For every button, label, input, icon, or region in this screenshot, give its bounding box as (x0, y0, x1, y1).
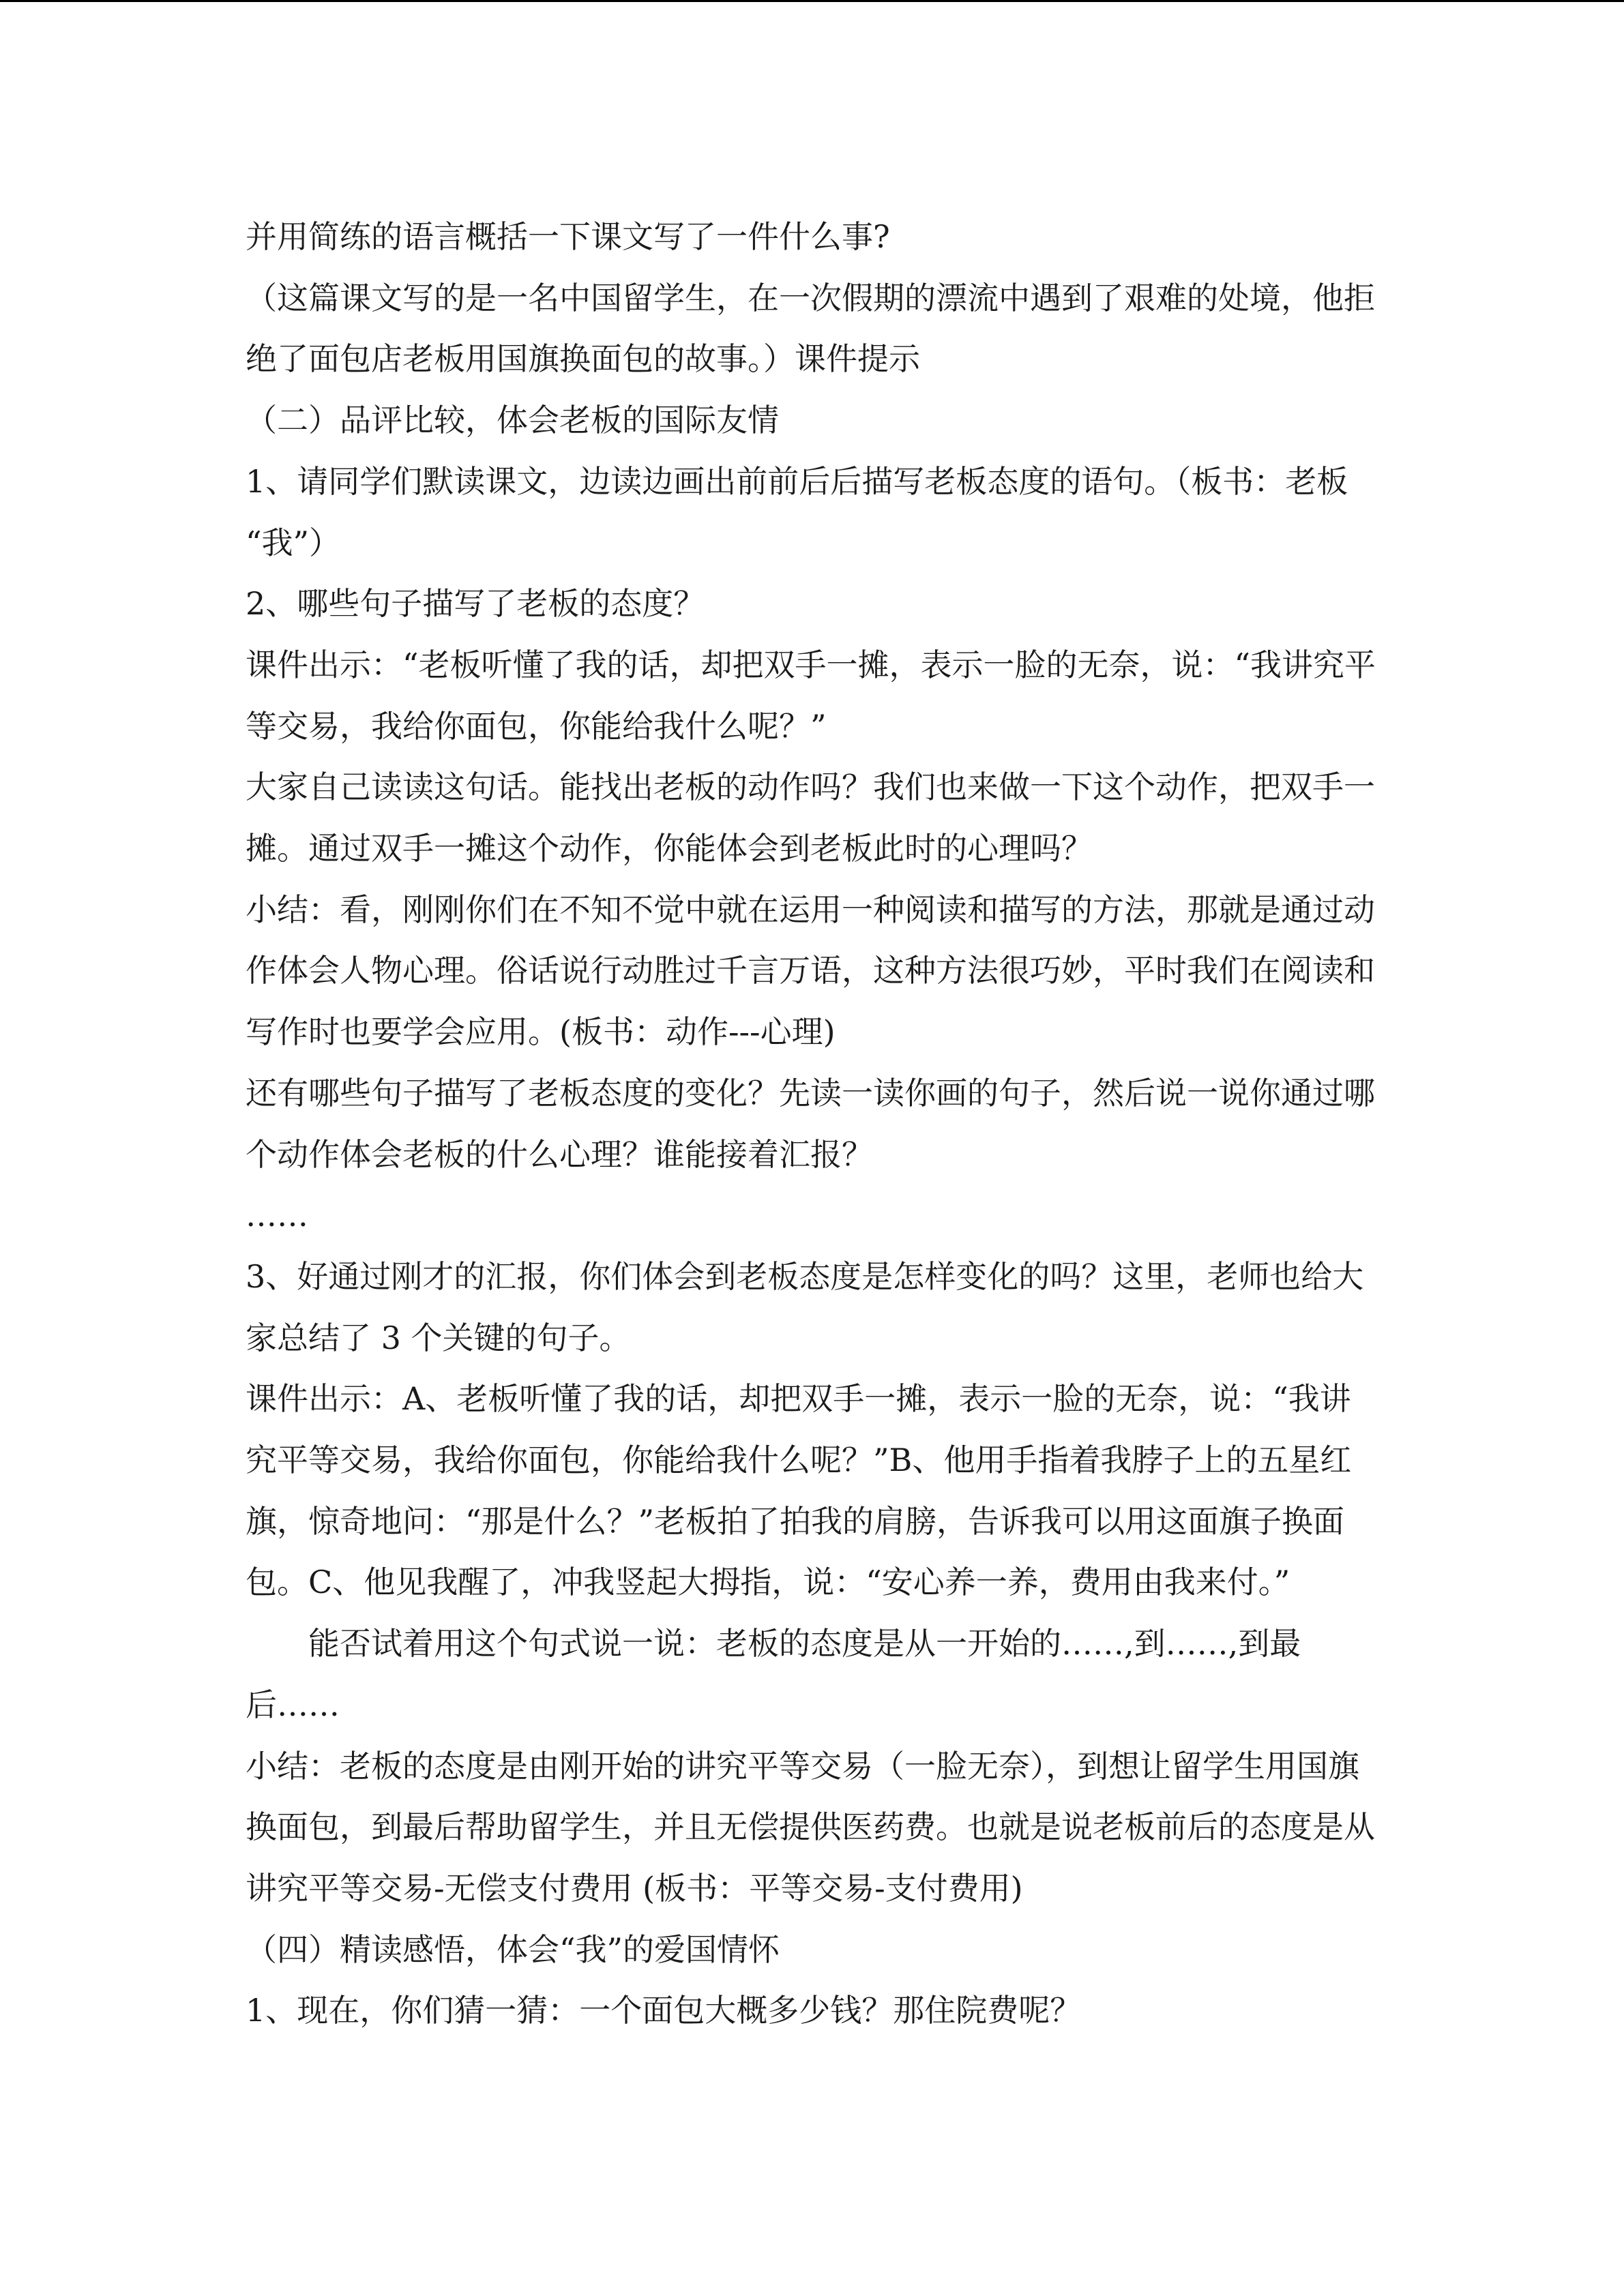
paragraph-step-1: 1、请同学们默读课文，边读边画出前前后后描写老板态度的语句。（板书：老板 “我”） (246, 462, 1443, 561)
paragraph-read-aloud: 大家自己读读这句话。能找出老板的动作吗？我们也来做一下这个动作，把双手一摊。通过双手一摊这个动作，你能体会到老板此时的心理吗？ (246, 769, 1375, 867)
paragraph-summary-prompt: 并用简练的语言概括一下课文写了一件什么事? (246, 218, 890, 255)
paragraph-ellipsis: …… (246, 1197, 308, 1234)
document-body (246, 207, 1443, 2042)
paragraph-summary-2: 小结：老板的态度是由刚开始的讲究平等交易（一脸无奈），到想让留学生用国旗换面包，到最后帮助留学生，并且无偿提供医药费。也就是说老板前后的态度是从 讲究平等交易-无偿支付费用 (板书：平等交易-支付费用) (246, 1747, 1375, 1907)
paragraph-step-2: 2、哪些句子描写了老板的态度？ (246, 585, 705, 623)
paragraph-step-3: 3、好通过刚才的汇报，你们体会到老板态度是怎样变化的吗？这里，老师也给大家总结了 3 个关键的句子。 (246, 1257, 1364, 1356)
paragraph-guess-price: 1、现在，你们猜一猜：一个面包大概多少钱？那住院费呢？ (246, 1992, 1082, 2029)
paragraph-summary-answer: （这篇课文写的是一名中国留学生，在一次假期的漂流中遇到了艰难的处境，他拒绝了面包店老板用国旗换面包的故事。）课件提示 (246, 279, 1375, 378)
paragraph-more-sentences: 还有哪些句子描写了老板态度的变化？先读一读你画的句子，然后说一说你通过哪个动作体会老板的什么心理？谁能接着汇报？ (246, 1074, 1375, 1173)
section-heading-4: （四）精读感悟，体会“我”的爱国情怀 (246, 1930, 780, 1968)
paragraph-summary-1: 小结：看，刚刚你们在不知不觉中就在运用一种阅读和描写的方法，那就是通过动作体会人物心理。俗话说行动胜过千言万语，这种方法很巧妙，平时我们在阅读和写作时也要学会应用。(板书：动作---心理) (246, 891, 1375, 1051)
section-heading-2: （二）品评比较，体会老板的国际友情 (246, 402, 779, 439)
paragraph-courseware-2: 课件出示：A、老板听懂了我的话，却把双手一摊，表示一脸的无奈，说：“我讲究平等交易，我给你面包，你能给我什么呢？”B、他用手指着我脖子上的五星红旗，惊奇地问：“那是什么？”老板拍了拍我的肩膀，告诉我可以用这面旗子换面包。C、他见我醒了，冲我竖起大拇指，说：“安心养一养，费用由我来付。” (246, 1380, 1352, 1601)
paragraph-sentence-pattern: 能否试着用这个句式说一说：老板的态度是从一开始的……,到……,到最后…… (246, 1625, 1301, 1723)
paragraph-courseware-1: 课件出示：“老板听懂了我的话，却把双手一摊，表示一脸的无奈，说：“我讲究平等交易，我给你面包，你能给我什么呢？” (246, 646, 1376, 745)
